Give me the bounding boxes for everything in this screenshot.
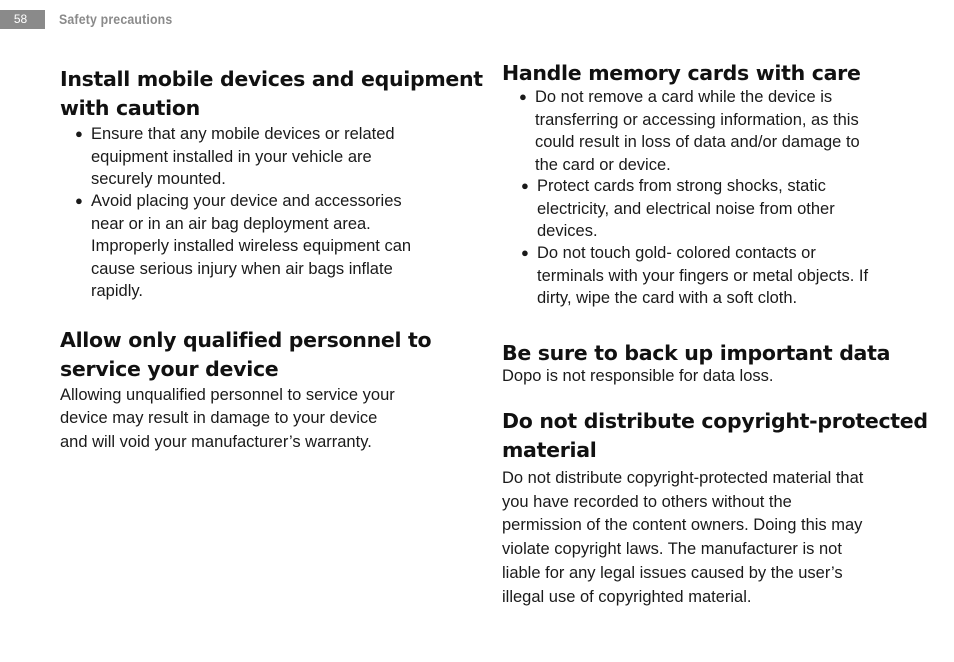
memory-bullet-remove	[519, 86, 860, 176]
bullet-line: the card or device.	[535, 155, 671, 174]
body-line: you have recorded to others without the	[502, 492, 792, 511]
install-bullet-airbag	[75, 190, 412, 303]
bullet-line: near or in an air bag deployment area.	[91, 214, 371, 233]
body-line: illegal use of copyrighted material.	[502, 587, 752, 606]
bullet-line: cause serious injury when air bags inflate	[91, 259, 393, 278]
bullet-line: securely mounted.	[91, 170, 226, 189]
bullet-dot-icon: ●	[521, 178, 529, 193]
bullet-line: Do not touch gold- colored contacts or	[537, 244, 816, 262]
bullet-dot-icon: ●	[519, 89, 527, 104]
qualified-heading-line: service your device	[60, 357, 279, 381]
bullet-dot-icon: ●	[75, 193, 83, 208]
running-header-title: Safety precautions	[59, 11, 173, 27]
page-header	[0, 9, 188, 29]
bullet-line: Do not remove a card while the device is	[535, 88, 833, 106]
bullet-dot-icon: ●	[75, 126, 83, 141]
bullet-line: devices.	[537, 222, 598, 241]
body-line: device may result in damage to your device	[60, 409, 378, 428]
bullet-line: Protect cards from strong shocks, static	[537, 177, 826, 195]
bullet-line: terminals with your fingers or metal objects. If	[537, 266, 869, 285]
backup-heading: Be sure to back up important data	[502, 341, 891, 365]
bullet-line: Avoid placing your device and accessories	[91, 192, 402, 210]
install-bullet-mounted	[75, 123, 395, 191]
bullet-line: electricity, and electrical noise from other	[537, 199, 835, 218]
bullet-line: Improperly installed wireless equipment can	[91, 237, 412, 256]
body-line: violate copyright laws. The manufacturer is not	[502, 540, 842, 559]
memory-heading: Handle memory cards with care	[502, 61, 861, 85]
body-line: and will void your manufacturer’s warranty.	[60, 432, 372, 451]
qualified-heading-line: Allow only qualified personnel to	[60, 328, 432, 352]
bullet-line: dirty, wipe the card with a soft cloth.	[537, 289, 798, 308]
qualified-body	[60, 384, 395, 454]
copyright-heading-line: Do not distribute copyright-protected	[502, 409, 928, 433]
memory-bullet-protect	[521, 175, 835, 243]
memory-bullet-contacts	[521, 242, 869, 310]
install-heading	[60, 65, 483, 123]
bullet-line: Ensure that any mobile devices or related	[91, 125, 395, 143]
copyright-heading-line: material	[502, 438, 597, 462]
body-line: permission of the content owners. Doing this may	[502, 516, 863, 535]
bullet-dot-icon: ●	[521, 245, 529, 260]
bullet-line: equipment installed in your vehicle are	[91, 147, 372, 166]
body-line: Do not distribute copyright-protected material that	[502, 469, 864, 487]
body-line: liable for any legal issues caused by the user’s	[502, 563, 843, 582]
copyright-heading	[502, 407, 928, 465]
page-number: 58	[0, 10, 45, 29]
bullet-line: transferring or accessing information, as this	[535, 110, 859, 129]
body-line: Allowing unqualified personnel to service your	[60, 386, 395, 404]
bullet-line: rapidly.	[91, 282, 143, 301]
copyright-body	[502, 467, 863, 609]
install-heading-line: with caution	[60, 96, 200, 120]
bullet-line: could result in loss of data and/or damage to	[535, 133, 860, 152]
backup-body: Dopo is not responsible for data loss.	[502, 367, 774, 385]
install-heading-line: Install mobile devices and equipment	[60, 67, 483, 91]
qualified-heading	[60, 326, 431, 384]
